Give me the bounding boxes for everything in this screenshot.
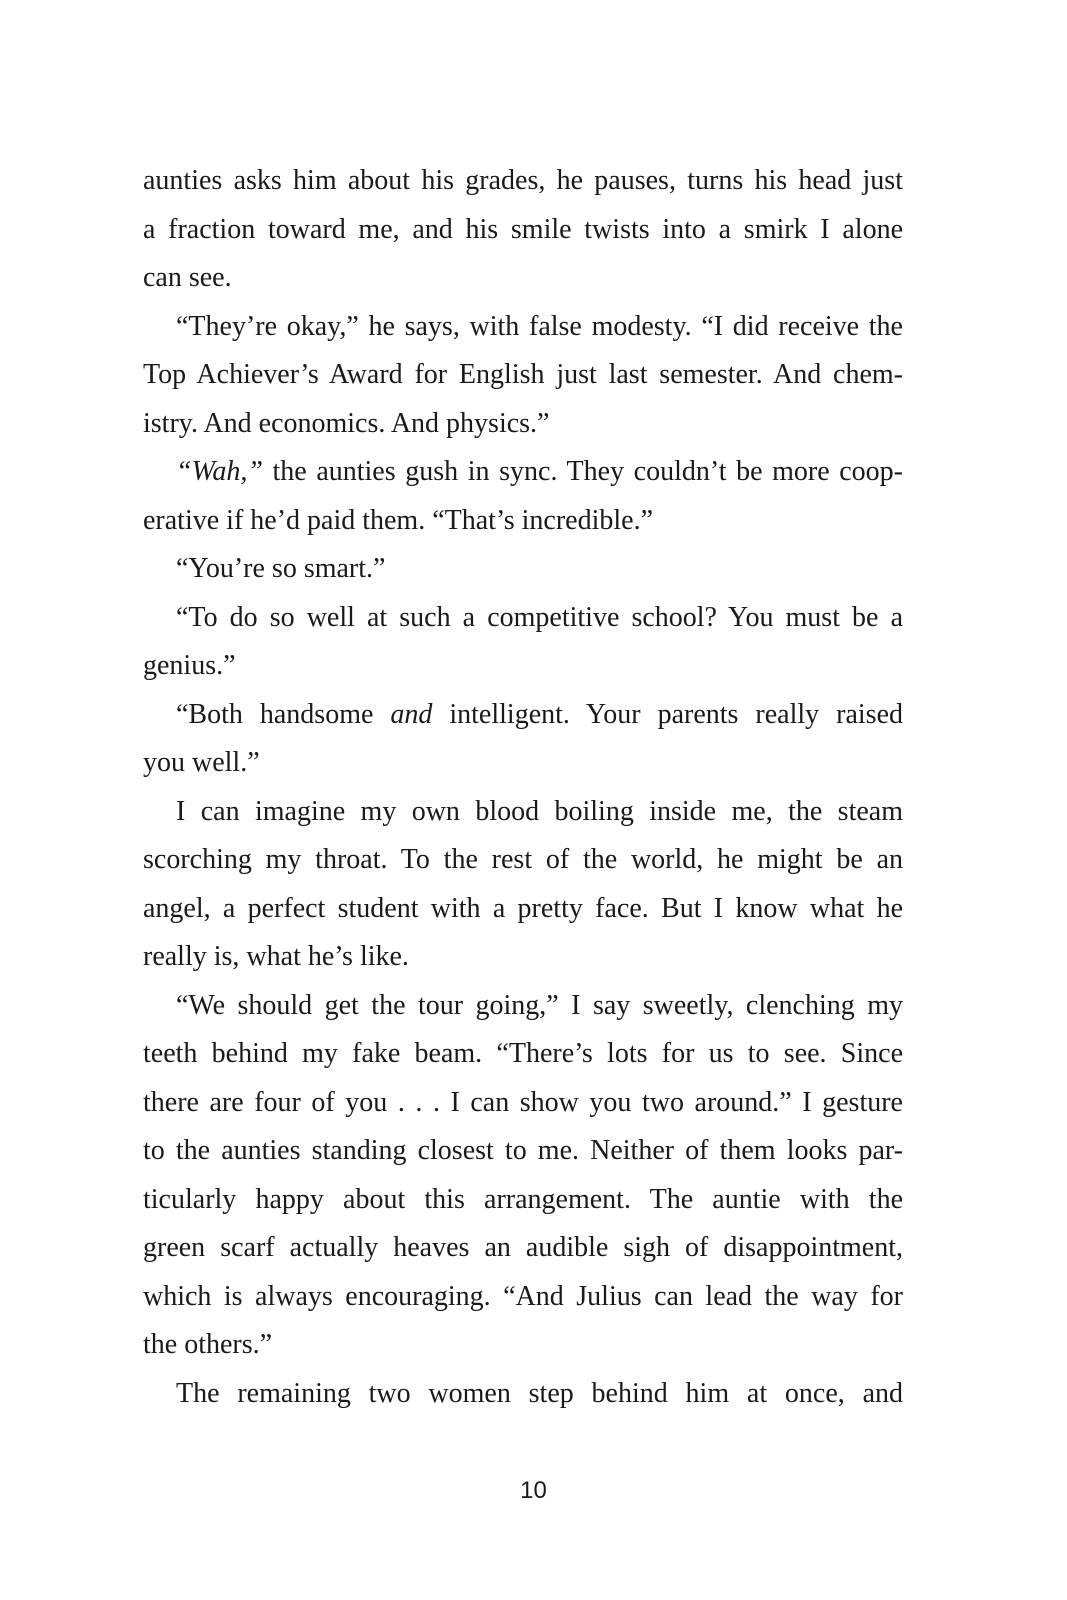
text-line: scorching my throat. To the rest of the world, he might be an <box>143 844 903 875</box>
text-line: erative if he’d paid them. “That’s incredible.” <box>143 504 654 536</box>
text-segment: “Both handsome <box>176 698 391 730</box>
text-line: “They’re okay,” he says, with false modesty. “I did receive the <box>176 310 903 342</box>
italic-text: “Wah,” <box>176 456 263 487</box>
text-line: “We should get the tour going,” I say sweetly, clenching my <box>176 989 903 1021</box>
body-text <box>143 157 903 1418</box>
text-line: there are four of you . . . I can show you two around.” I gesture <box>143 1086 903 1118</box>
text-segment: the aunties gush in sync. They couldn’t be more coop- <box>262 456 903 487</box>
italic-text: and <box>390 698 433 730</box>
text-line: teeth behind my fake beam. “There’s lots for us to see. Since <box>143 1038 903 1069</box>
text-line <box>143 691 903 740</box>
page-number: 10 <box>520 1477 547 1504</box>
text-line: aunties asks him about his grades, he pauses, turns his head just <box>143 165 903 196</box>
text-line: “To do so well at such a competitive school? You must be a <box>176 601 903 633</box>
text-line: istry. And economics. And physics.” <box>143 407 550 439</box>
text-line: I can imagine my own blood boiling inside me, the steam <box>176 795 903 827</box>
text-line: you well.” <box>143 747 260 778</box>
text-line <box>143 448 903 497</box>
text-line: green scarf actually heaves an audible sigh of disappointment, <box>143 1232 903 1263</box>
text-line: The remaining two women step behind him at once, and <box>176 1377 903 1409</box>
text-line: to the aunties standing closest to me. Neither of them looks par- <box>143 1135 903 1166</box>
text-line: “You’re so smart.” <box>176 553 386 584</box>
text-line: can see. <box>143 262 232 293</box>
text-line: genius.” <box>143 650 236 681</box>
text-line: Top Achiever’s Award for English just last semester. And chem- <box>143 359 903 390</box>
text-line: which is always encouraging. “And Julius can lead the way for <box>143 1280 903 1312</box>
text-line: the others.” <box>143 1329 273 1360</box>
text-segment: intelligent. Your parents really raised <box>432 698 903 730</box>
text-line: ticularly happy about this arrangement. The auntie with the <box>143 1183 903 1215</box>
text-line: angel, a perfect student with a pretty face. But I know what he <box>143 892 903 924</box>
text-line: a fraction toward me, and his smile twists into a smirk I alone <box>143 213 903 245</box>
text-line: really is, what he’s like. <box>143 941 409 972</box>
